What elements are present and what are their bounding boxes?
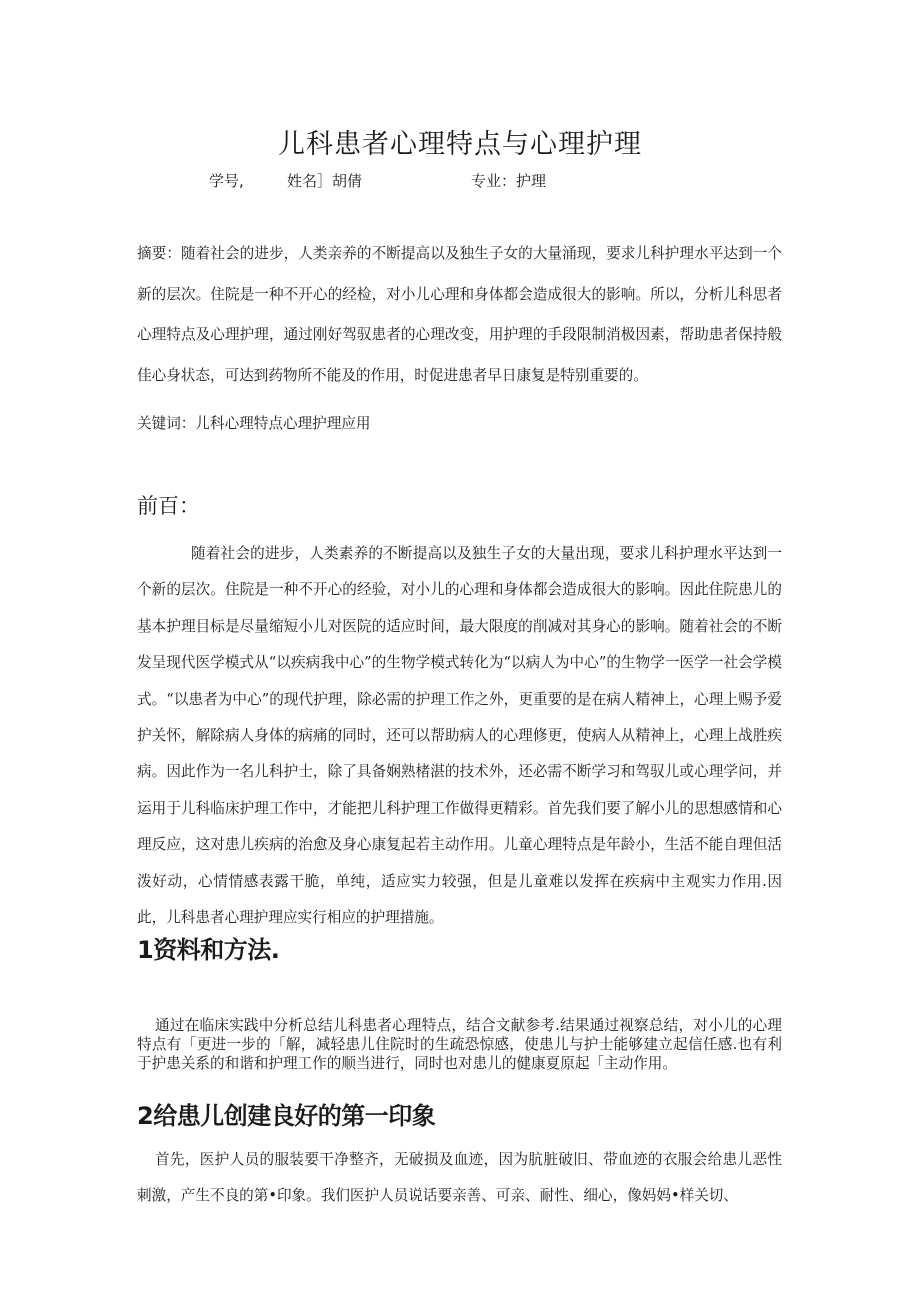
section2-paragraph: 首先，医护人员的服装要干净整齐，无破损及血迹，因为肮脏破旧、带血迹的衣服会给患儿恶性刺激，产生不良的第•印象。我们医护人员说话要亲善、可亲、耐性、细心，像妈妈•样关切、 — [137, 1151, 782, 1204]
section1-paragraph: 通过在临床实践中分析总结儿科患者心理特点，结合文献参考.结果通过视察总结，对小儿的心理特点有「更进一步的「解，减轻患儿住院时的生疏恐惊感，使患儿与护士能够建立起信任感.也有利于护患关系的和谐和护理工作的顺当进行，同时也对患儿的健康夏原起「主动作用。 — [137, 1017, 782, 1072]
preface-paragraph: 随着社会的进步，人类素养的不断提高以及独生子女的大量出现，要求儿科护理水平达到一个新的层次。住院是一种不开心的经验，对小儿的心理和身体都会造成很大的影响。因此住院患儿的基本护理目标是尽量缩短小儿对医院的适应时间，最大限度的削减对其身心的影响。随着社会的不断发呈现代医学模式从“以疾病我中心”的生物学模式转化为“以病人为中心”的生物学一医学一社会学模式。“以患者为中心”的现代护理，除必需的护理工作之外，更重要的是在病人精神上，心理上赐予爱护关怀，解除病人身体的病痛的同时，还可以帮助病人的心理修更，使病人从精神上，心理上战胜疾病。因此作为一名儿科护士，除了具备娴熟楮湛的技术外，还必需不断学习和驾驭儿或心理学问，并运用于儿科临床护理工作中，才能把儿科护理工作做得更精彩。首先我们要了解小儿的思想感情和心理反应，这对患儿疾病的治愈及身心康复起若主动作用。儿童心理特点是年龄小，生活不能自理但活泼好动，心情情感表露干脆，单纯，适应实力较强，但是儿童难以发挥在疾病中主观实力作用.因此，儿科患者心理护理应实行相应的护理措施。 — [137, 545, 782, 927]
section2-heading: 2给患儿创建良好的第一印象 — [137, 1102, 436, 1130]
author-name: 姓名］胡倩 — [287, 172, 363, 190]
document-title: 儿科患者心理特点与心理护理 — [278, 129, 642, 160]
major-label: 专业：护理 — [471, 172, 547, 190]
abstract-paragraph: 摘要：随着社会的进步，人类亲养的不断提高以及独生子女的大量涌现，要求儿科护理水平达到一个新的层次。住院是一种不开心的经检，对小儿心理和身体都会造成很大的影响。所以，分析儿科思者心理特点及心理护理，通过刚好驾驭患者的心理改变，用护理的手段限制消极因素，帮助患者保持般佳心身状态，可达到药物所不能及的作用，时促进患者早日康复是特别重要的。 — [137, 245, 782, 384]
keywords-line: 关键词：儿科心理特点心理护理应用 — [137, 415, 371, 432]
student-id-label: 学号, — [209, 172, 244, 190]
preface-heading: 前百： — [137, 494, 200, 518]
section1-heading: 1资料和方法. — [137, 936, 280, 964]
